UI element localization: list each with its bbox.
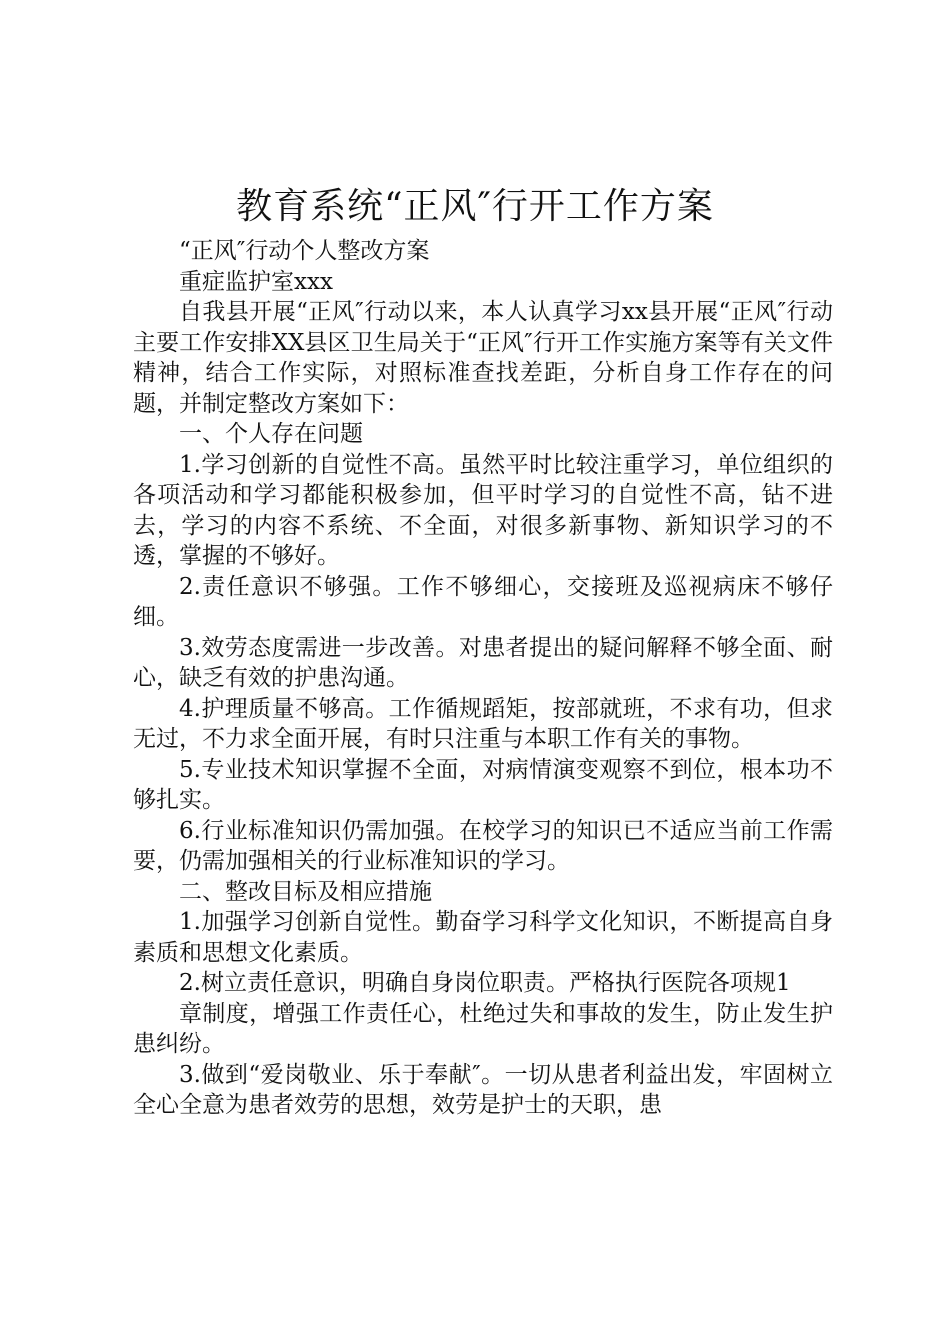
paragraph: 重症监护室xxx <box>179 268 333 295</box>
paragraph: 5.专业技术知识掌握不全面，对病情演变观察不到位，根本功不够扎实。 <box>133 756 833 813</box>
paragraph: 1.加强学习创新自觉性。勤奋学习科学文化知识，不断提高自身素质和思想文化素质。 <box>133 909 833 966</box>
paragraph: 自我县开展“正风″行动以来，本人认真学习xx县开展“正风″行动主要工作安排XX县区卫生局关于“正风″行开工作实施方案等有关文件精神，结合工作实际，对照标准查找差距，分析自身工作存在的问题，并制定整改方案如下： <box>133 299 833 417</box>
document-title: 教育系统“正风″行开工作方案 <box>236 186 714 227</box>
paragraph: 2.责任意识不够强。工作不够细心，交接班及巡视病床不够仔细。 <box>133 573 833 630</box>
paragraph: 1.学习创新的自觉性不高。虽然平时比较注重学习，单位组织的各项活动和学习都能积极参加，但平时学习的自觉性不高，钻不进去，学习的内容不系统、不全面，对很多新事物、新知识学习的不透，掌握的不够好。 <box>133 451 833 569</box>
paragraph: 3.效劳态度需进一步改善。对患者提出的疑问解释不够全面、耐心，缺乏有效的护患沟通。 <box>133 634 833 691</box>
paragraph: 2.树立责任意识，明确自身岗位职责。严格执行医院各项规1 <box>179 970 791 996</box>
paragraph: “正风″行动个人整改方案 <box>179 238 430 264</box>
paragraph: 6.行业标准知识仍需加强。在校学习的知识已不适应当前工作需要，仍需加强相关的行业标准知识的学习。 <box>133 817 833 874</box>
section-heading: 一、个人存在问题 <box>179 421 363 447</box>
paragraph: 4.护理质量不够高。工作循规蹈矩，按部就班，不求有功，但求无过，不力求全面开展，有时只注重与本职工作有关的事物。 <box>133 695 833 752</box>
document-body <box>133 236 833 1121</box>
section-heading: 二、整改目标及相应措施 <box>179 878 432 905</box>
paragraph: 章制度，增强工作责任心，杜绝过失和事故的发生，防止发生护患纠纷。 <box>133 1000 833 1057</box>
paragraph: 3.做到“爱岗敬业、乐于奉献″。一切从患者利益出发，牢固树立全心全意为患者效劳的思想，效劳是护士的天职，患 <box>133 1061 833 1118</box>
